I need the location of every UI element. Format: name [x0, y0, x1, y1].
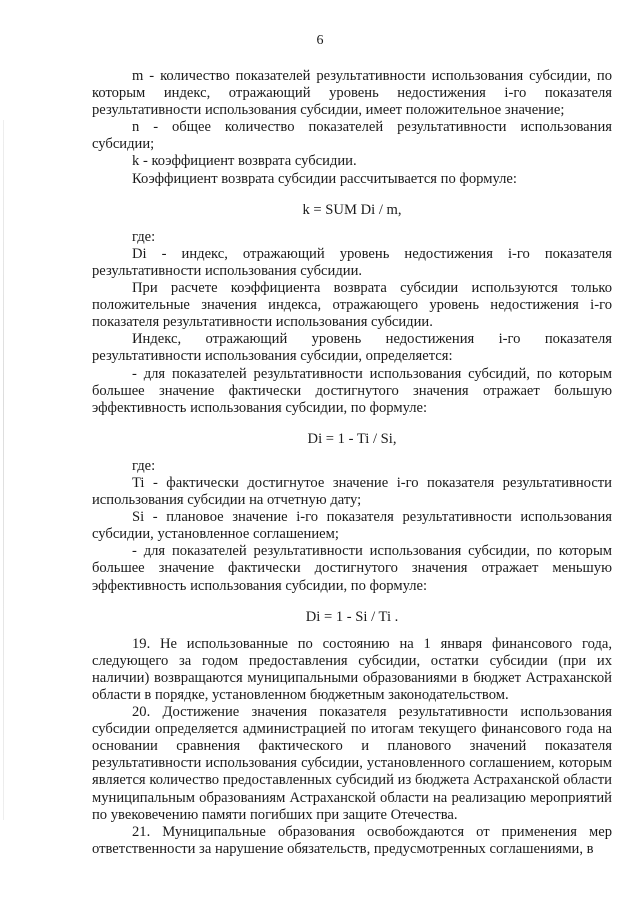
paragraph-case-greater-worse: - для показателей результативности использования субсидии, по которым большее значение фактически достигнутого значения отражает меньшую эффективность использования субсидии, по формуле: — [92, 543, 612, 594]
paragraph-si-definition: Si - плановое значение i-го показателя результативности использования субсидии, установленное соглашением; — [92, 509, 612, 543]
paragraph-n-definition: n - общее количество показателей результативности использования субсидии; — [92, 119, 612, 153]
body-text — [92, 68, 612, 858]
scan-edge-artifact — [3, 120, 4, 820]
paragraph-where-2: где: — [132, 457, 156, 474]
paragraph-item-21: 21. Муниципальные образования освобождаются от применения мер ответственности за нарушение обязательств, предусмотренных соглашениями, в — [92, 823, 612, 857]
paragraph-positive-values: При расчете коэффициента возврата субсидии используются только положительные значения индекса, отражающего уровень недостижения i-го показателя результативности использования субсидии. — [92, 280, 612, 331]
page-number: 6 — [316, 33, 324, 48]
paragraph-ti-definition: Ti - фактически достигнутое значение i-го показателя результативности использования субсидии на отчетную дату; — [92, 474, 612, 509]
paragraph-case-greater-better: - для показателей результативности использования субсидий, по которым большее значение фактически достигнутого значения отражает большую эффективность использования субсидии, по формуле: — [92, 365, 612, 416]
paragraph-k-definition: k - коэффициент возврата субсидии. — [132, 153, 357, 170]
paragraph-k-formula-intro: Коэффициент возврата субсидии рассчитывается по формуле: — [132, 170, 517, 187]
paragraph-index-determined: Индекс, отражающий уровень недостижения i-го показателя результативности использования субсидии, определяется: — [92, 331, 612, 365]
paragraph-di-definition: Di - индекс, отражающий уровень недостижения i-го показателя результативности использования субсидии. — [92, 245, 612, 279]
paragraph-m-definition: m - количество показателей результативности использования субсидии, по которым индекс, отражающий уровень недостижения i-го показателя результативности использования субсидии, имеет положительное значение; — [92, 68, 612, 119]
paragraph-where-1: где: — [132, 228, 156, 245]
formula-di-2: Di = 1 - Si / Ti . — [305, 608, 399, 625]
formula-k: k = SUM Di / m, — [302, 201, 402, 218]
formula-di-1: Di = 1 - Ti / Si, — [307, 430, 397, 447]
paragraph-item-20: 20. Достижение значения показателя результативности использования субсидии определяется администрацией по итогам текущего финансового года на основании сравнения фактического и планового значений показателя результативности использования субсидии, установленного соглашением, которым является количество предоставленных субсидий из бюджета Астраханской области муниципальным образованиям Астраханской области на реализацию мероприятий по увековечению памяти погибших при защите Отечества. — [92, 704, 612, 823]
paragraph-item-19: 19. Не использованные по состоянию на 1 января финансового года, следующего за годом предоставления субсидии, остатки субсидии (при их наличии) возвращаются муниципальными образованиями в бюджет Астраханской области в порядке, установленном бюджетным законодательством. — [92, 635, 612, 703]
